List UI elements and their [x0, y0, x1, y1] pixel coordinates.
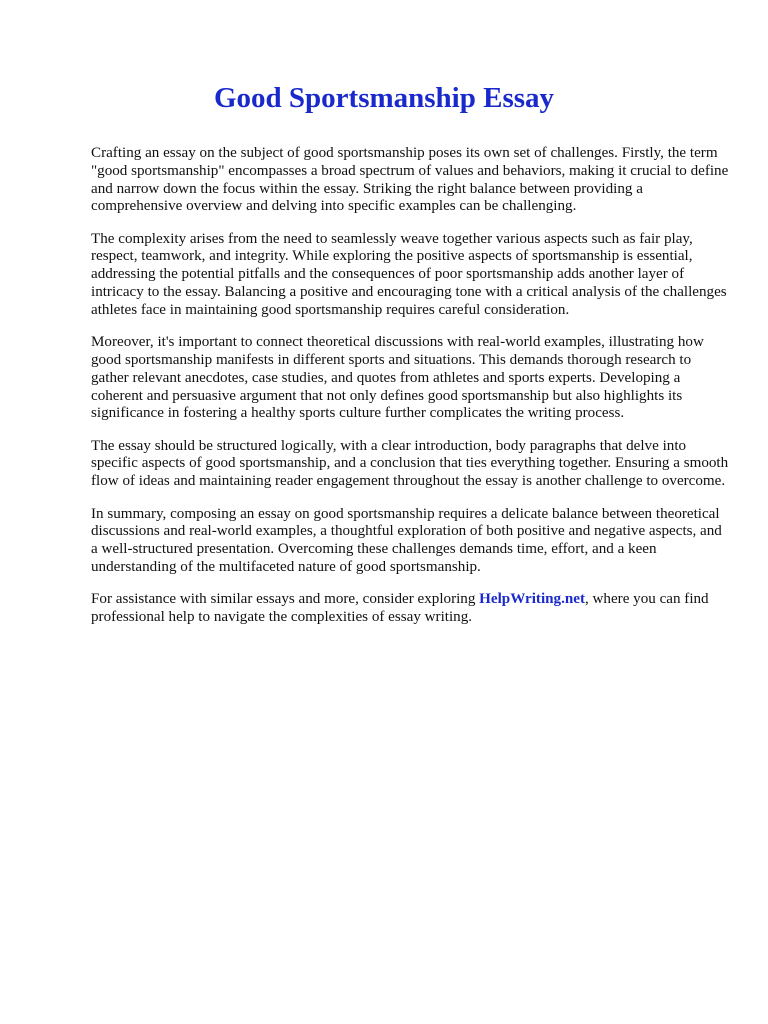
essay-body	[91, 145, 731, 641]
closing-text-before-link: For assistance with similar essays and more, consider exploring	[91, 591, 480, 608]
paragraph-1: Crafting an essay on the subject of good sportsmanship poses its own set of challenges. Firstly, the term "good sportsmanship" encompasses a broad spectrum of values and behaviors, making it crucial to define and narrow down the focus within the essay. Striking the right balance between providing a comprehensive overview and delving into specific examples can be challenging.	[91, 145, 729, 215]
paragraph-3: Moreover, it's important to connect theoretical discussions with real-world examples, illustrating how good sportsmanship manifests in different sports and situations. This demands thorough research to gather relevant anecdotes, case studies, and quotes from athletes and sports experts. Developing a coherent and persuasive argument that not only defines good sportsmanship but also highlights its significance in fostering a healthy sports culture further complicates the writing process.	[91, 334, 704, 422]
paragraph-4: The essay should be structured logically, with a clear introduction, body paragraphs that delve into specific aspects of good sportsmanship, and a conclusion that ties everything together. Ensuring a smooth flow of ideas and maintaining reader engagement throughout the essay is another challenge to overcome.	[91, 437, 729, 490]
paragraph-5: In summary, composing an essay on good sportsmanship requires a delicate balance between theoretical discussions and real-world examples, a thoughtful exploration of both positive and negative aspects, and a well-structured presentation. Overcoming these challenges demands time, effort, and a keen understanding of the multifaceted nature of good sportsmanship.	[91, 505, 722, 575]
closing-paragraph	[91, 591, 731, 627]
closing-text-after-link: , where you can find professional help to navigate the complexities of essay writing.	[91, 591, 709, 626]
paragraph-2: The complexity arises from the need to seamlessly weave together various aspects such as fair play, respect, teamwork, and integrity. While exploring the positive aspects of sportsmanship is essential, addressing the potential pitfalls and the consequences of poor sportsmanship adds another layer of intricacy to the essay. Balancing a positive and encouraging tone with a critical analysis of the challenges athletes face in maintaining good sportsmanship requires careful consideration.	[91, 230, 727, 318]
page-title: Good Sportsmanship Essay	[213, 82, 555, 114]
helpwriting-link[interactable]: HelpWriting.net	[479, 591, 585, 608]
